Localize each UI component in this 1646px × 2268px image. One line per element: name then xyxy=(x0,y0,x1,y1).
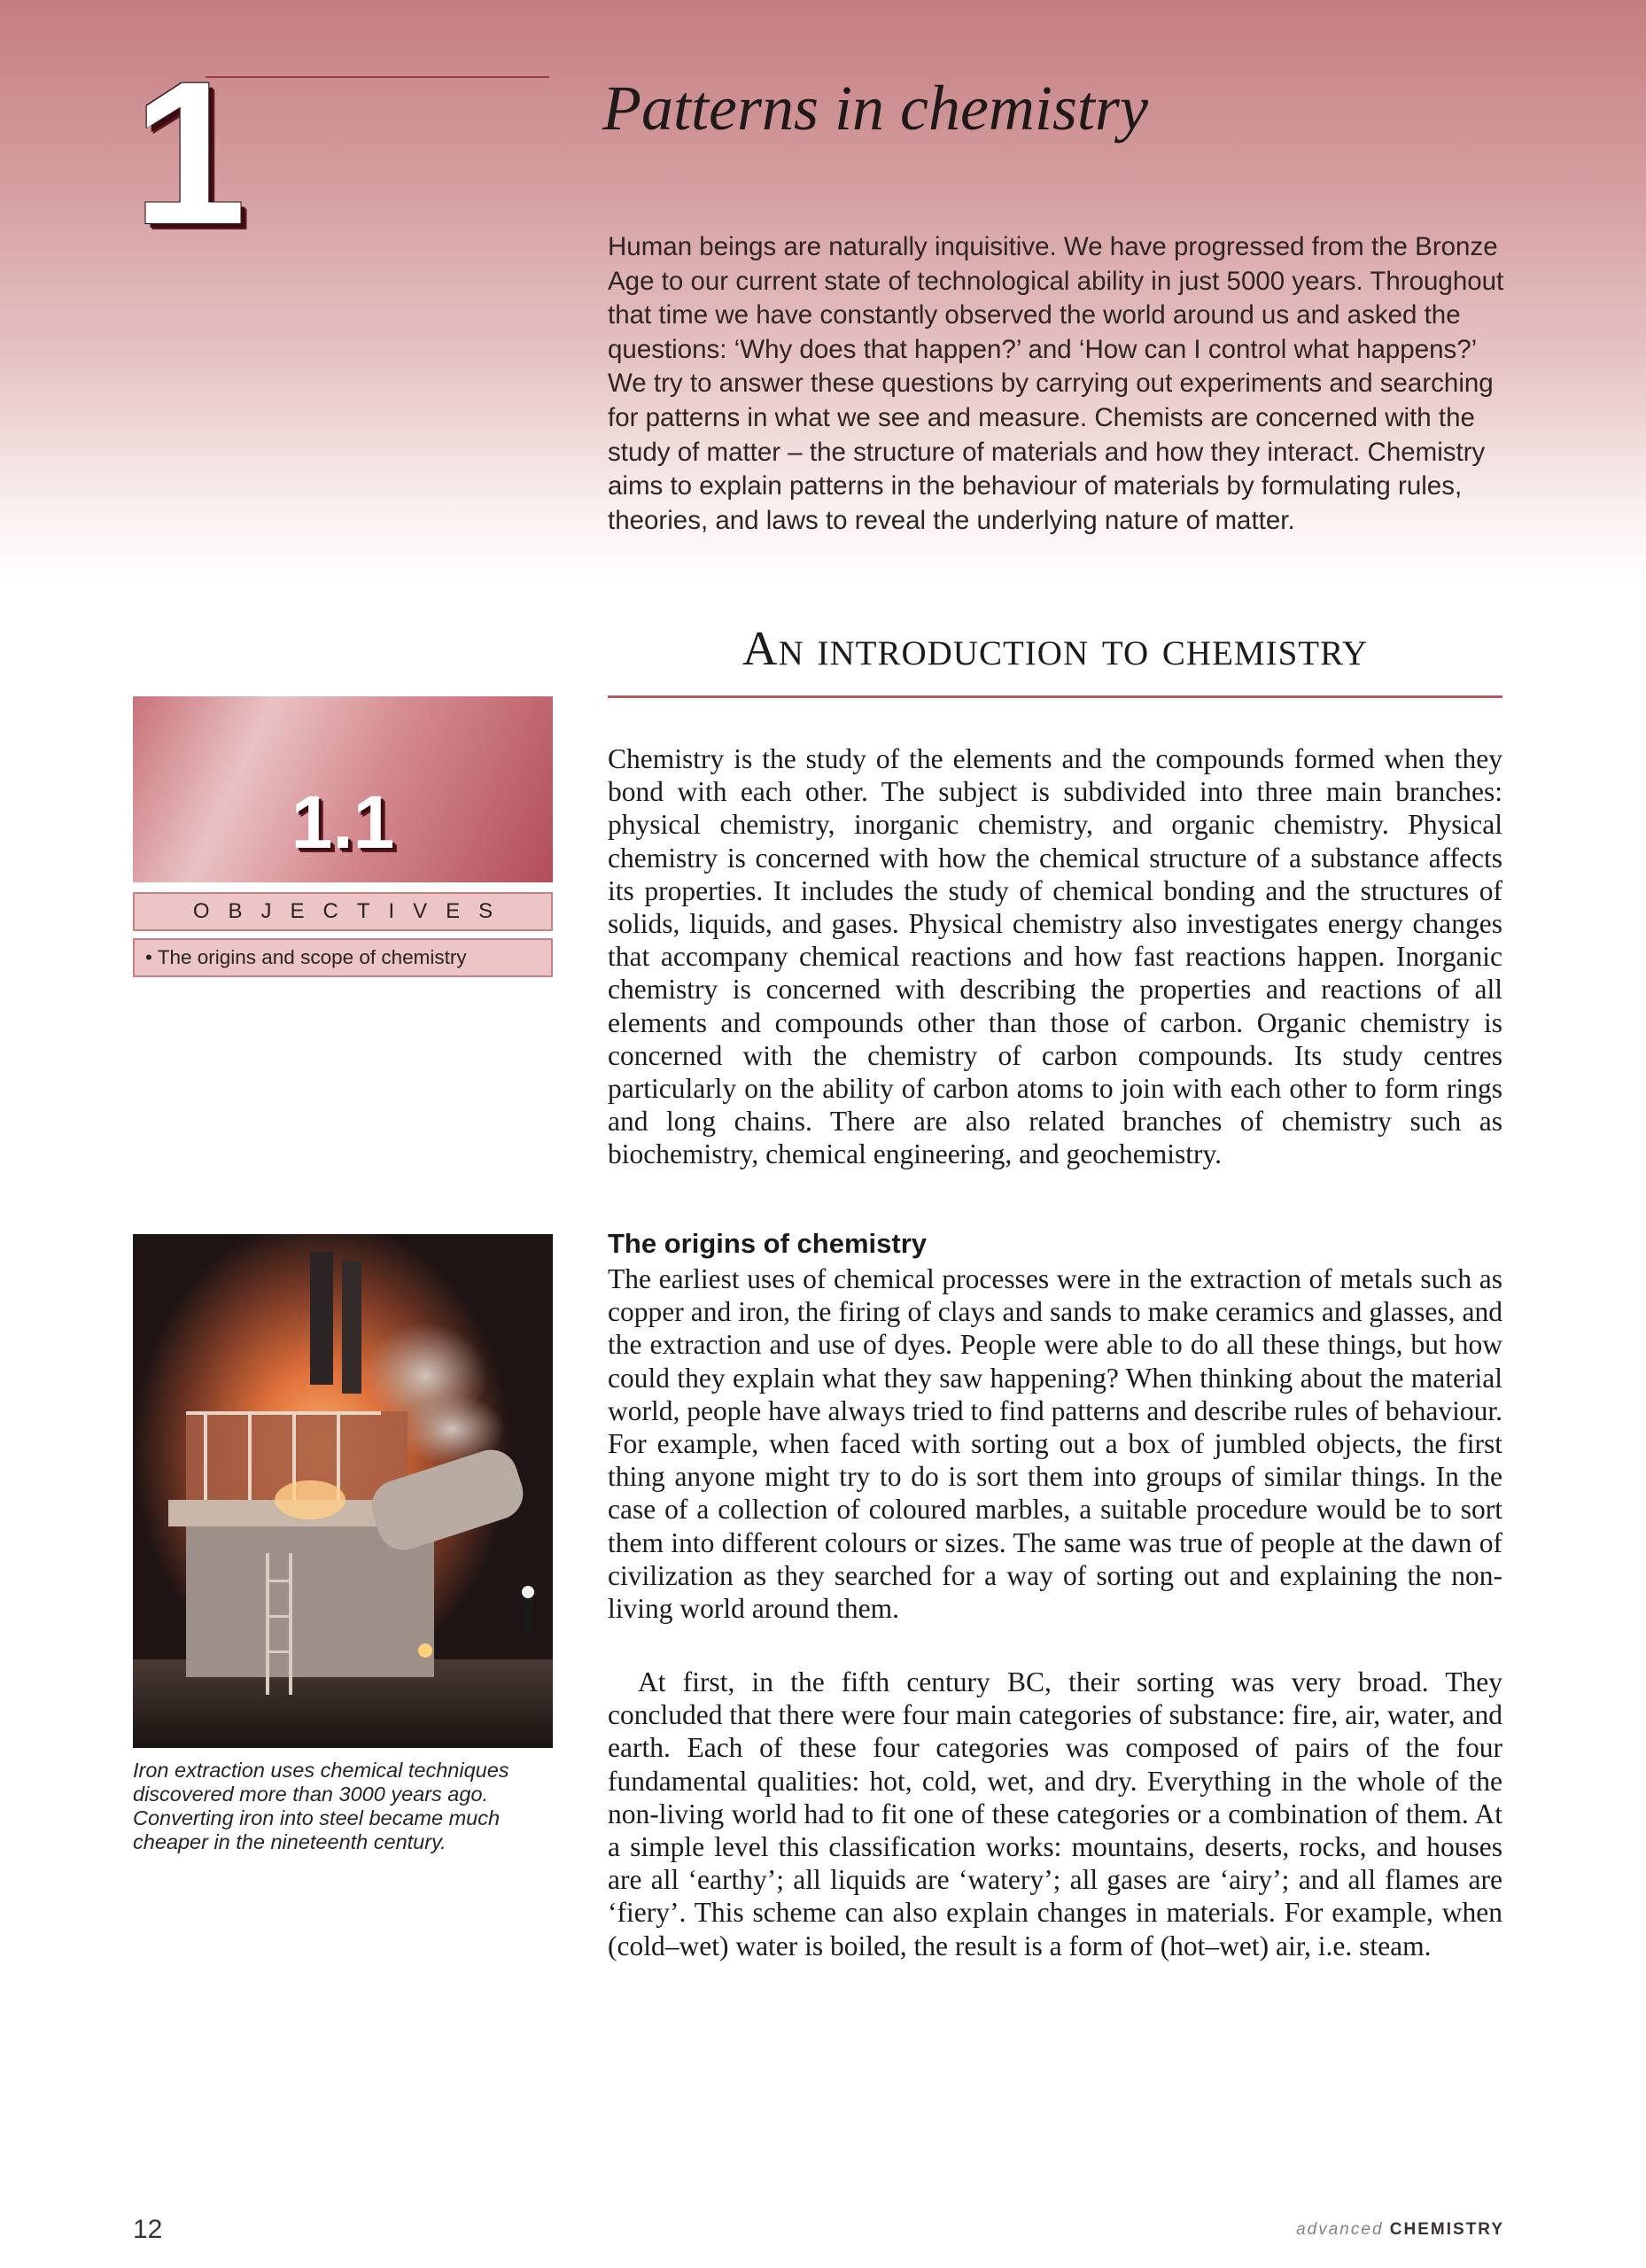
subheading-origins: The origins of chemistry xyxy=(608,1228,928,1259)
section-heading: An introduction to chemistry xyxy=(741,621,1369,675)
section-number: 1.1 xyxy=(291,781,395,864)
body-paragraph-intro: Chemistry is the study of the elements and the compounds formed when they bond with each other. The subject is subdivided into three main branches: physical chemistry, inorganic chemistry, and organic chemistry. Physical chemistry is concerned with how the chemical structure of a substance affects its properties. It includes the study of chemical bonding and the structures of solids, liquids, and gases. Physical chemistry also investigates energy changes that accompany chemical reactions and how fast reactions happen. Inorganic chemistry is concerned with describing the properties and reactions of all elements and compounds other than those of carbon. Organic chemistry is concerned with the chemistry of carbon compounds. Its study centres particularly on the ability of carbon atoms to join with each other to form rings and long chains. There are also related branches of chemistry such as biochemistry, chemical engineering, and geochemistry. xyxy=(608,743,1502,1170)
chapter-number: 1 xyxy=(133,39,241,267)
steel-furnace-photo xyxy=(133,1234,553,1748)
footer-brand-bold: CHEMISTRY xyxy=(1389,2220,1504,2239)
objectives-header: OBJECTIVES xyxy=(133,892,553,931)
photo-caption: Iron extraction uses chemical techniques discovered more than 3000 years ago. Converting iron into steel became much cheaper in the nineteenth century. xyxy=(133,1759,509,1853)
body-paragraph-four-elements: At first, in the fifth century BC, their sorting was very broad. They concluded that there were four main categories of substance: fire, air, water, and earth. Each of these four categories was composed of pairs of the four fundamental qualities: hot, cold, wet, and dry. Everything in the whole of the non-living world had to fit one of these categories or a combination of them. At a simple level this classification works: mountains, deserts, rocks, and houses are all ‘earthy’; all liquids are ‘watery’; all gases are ‘airy’; and all flames are ‘fiery’. This scheme can also explain changes in materials. For example, when (cold–wet) water is boiled, the result is a form of (hot–wet) air, i.e. steam. xyxy=(608,1666,1502,1961)
footer-brand-light: advanced xyxy=(1296,2220,1384,2239)
objective-item xyxy=(133,938,553,977)
footer-brand xyxy=(1296,2220,1504,2240)
body-paragraph-origins: The earliest uses of chemical processes were in the extraction of metals such as copper and iron, the firing of clays and sands to make ceramics and glasses, and the extraction and use of dyes. People were able to do all these things, but how could they explain what they saw happening? When thinking about the material world, people have always tried to find patterns and describe rules of behaviour. For example, when faced with sorting out a box of jumbled objects, the first thing anyone might try to do is sort them into groups of similar things. In the case of a collection of coloured marbles, a suitable procedure would be to sort them into different colours or sizes. The same was true of people at the dawn of civilization as they searched for a way of sorting out and explaining the non-living world around them. xyxy=(608,1263,1502,1625)
chapter-title-rule xyxy=(206,76,549,78)
intro-paragraph: Human beings are naturally inquisitive. We have progressed from the Bronze Age to our current state of technological ability in just 5000 years. Throughout that time we have constantly observed the world around us and asked the questions: ‘Why does that happen?’ and ‘How can I control what happens?’ We try to answer these questions by carrying out experiments and searching for patterns in what we see and measure. Chemists are concerned with the study of matter – the structure of materials and how they interact. Chemistry aims to explain patterns in the behaviour of materials by formulating rules, theories, and laws to reveal the underlying nature of matter. xyxy=(608,232,1504,535)
objective-item-label: • The origins and scope of chemistry xyxy=(145,946,467,968)
page-number: 12 xyxy=(133,2215,163,2244)
section-heading-rule xyxy=(608,695,1502,698)
chapter-title: Patterns in chemistry xyxy=(602,73,1148,144)
